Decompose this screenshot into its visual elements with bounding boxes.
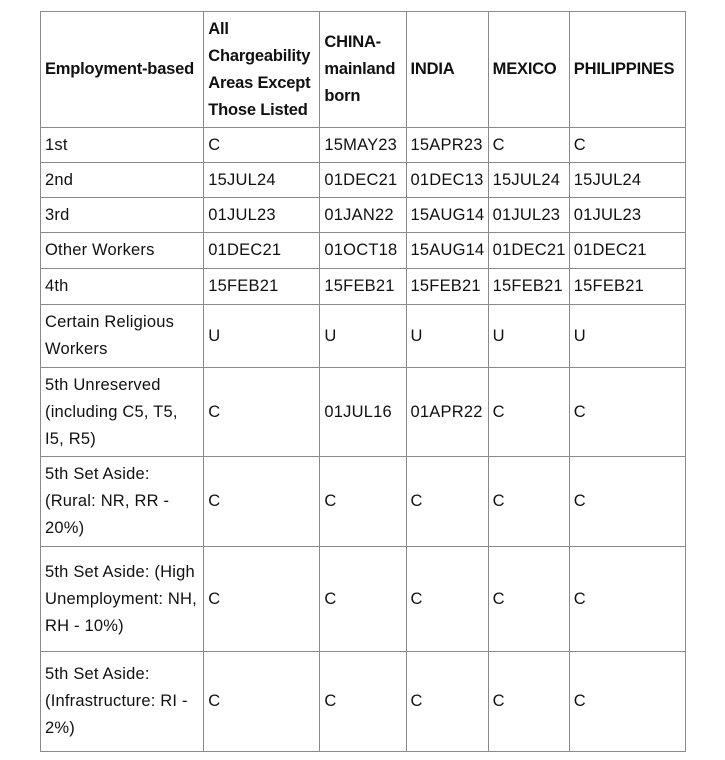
- cell-philippines: C: [569, 652, 685, 752]
- table-row: [41, 368, 686, 457]
- cell-mexico: C: [488, 652, 569, 752]
- table-row: [41, 198, 686, 233]
- cell-philippines: C: [569, 368, 685, 457]
- cell-category: 5th Set Aside: (High Unemployment: NH, RH - 10%): [41, 547, 204, 652]
- cell-mexico: 01DEC21: [488, 233, 569, 269]
- cell-mexico: 15FEB21: [488, 269, 569, 305]
- cell-all-chargeability: U: [204, 305, 320, 368]
- cell-india: C: [406, 547, 488, 652]
- table-row: [41, 652, 686, 752]
- cell-china: 15MAY23: [320, 128, 406, 163]
- cell-china: 15FEB21: [320, 269, 406, 305]
- cell-all-chargeability: 01DEC21: [204, 233, 320, 269]
- header-india: INDIA: [406, 12, 488, 128]
- table-row: [41, 269, 686, 305]
- cell-category: 5th Set Aside: (Rural: NR, RR - 20%): [41, 457, 204, 547]
- cell-mexico: 15JUL24: [488, 163, 569, 198]
- cell-all-chargeability: C: [204, 652, 320, 752]
- cell-category: 5th Set Aside: (Infrastructure: RI - 2%): [41, 652, 204, 752]
- cell-india: 15AUG14: [406, 198, 488, 233]
- table-row: [41, 305, 686, 368]
- cell-category: 3rd: [41, 198, 204, 233]
- cell-india: 15FEB21: [406, 269, 488, 305]
- cell-all-chargeability: C: [204, 457, 320, 547]
- header-all-chargeability: All Chargeability Areas Except Those Listed: [204, 12, 320, 128]
- table-row: [41, 163, 686, 198]
- cell-india: C: [406, 457, 488, 547]
- cell-category: 5th Unreserved (including C5, T5, I5, R5): [41, 368, 204, 457]
- cell-china: U: [320, 305, 406, 368]
- cell-all-chargeability: 15FEB21: [204, 269, 320, 305]
- cell-category: 1st: [41, 128, 204, 163]
- cell-india: 01DEC13: [406, 163, 488, 198]
- cell-philippines: U: [569, 305, 685, 368]
- visa-bulletin-table: [40, 11, 686, 752]
- cell-philippines: 15FEB21: [569, 269, 685, 305]
- header-category: Employment-based: [41, 12, 204, 128]
- cell-mexico: C: [488, 368, 569, 457]
- cell-philippines: C: [569, 128, 685, 163]
- header-row: [41, 12, 686, 128]
- cell-china: 01DEC21: [320, 163, 406, 198]
- cell-china: C: [320, 457, 406, 547]
- table-row: [41, 547, 686, 652]
- cell-all-chargeability: 15JUL24: [204, 163, 320, 198]
- cell-all-chargeability: C: [204, 368, 320, 457]
- header-mexico: MEXICO: [488, 12, 569, 128]
- header-philippines: PHILIPPINES: [569, 12, 685, 128]
- cell-philippines: 01DEC21: [569, 233, 685, 269]
- cell-india: 01APR22: [406, 368, 488, 457]
- cell-mexico: 01JUL23: [488, 198, 569, 233]
- cell-mexico: C: [488, 128, 569, 163]
- cell-china: 01OCT18: [320, 233, 406, 269]
- cell-mexico: C: [488, 547, 569, 652]
- cell-philippines: 15JUL24: [569, 163, 685, 198]
- table-row: [41, 233, 686, 269]
- cell-philippines: C: [569, 457, 685, 547]
- cell-philippines: 01JUL23: [569, 198, 685, 233]
- cell-category: 4th: [41, 269, 204, 305]
- cell-india: 15AUG14: [406, 233, 488, 269]
- cell-all-chargeability: C: [204, 128, 320, 163]
- cell-india: 15APR23: [406, 128, 488, 163]
- header-china: CHINA-mainland born: [320, 12, 406, 128]
- cell-all-chargeability: 01JUL23: [204, 198, 320, 233]
- cell-mexico: C: [488, 457, 569, 547]
- cell-category: Other Workers: [41, 233, 204, 269]
- cell-india: C: [406, 652, 488, 752]
- cell-china: C: [320, 652, 406, 752]
- table-row: [41, 128, 686, 163]
- table-row: [41, 457, 686, 547]
- cell-india: U: [406, 305, 488, 368]
- cell-all-chargeability: C: [204, 547, 320, 652]
- cell-category: 2nd: [41, 163, 204, 198]
- cell-philippines: C: [569, 547, 685, 652]
- cell-china: 01JAN22: [320, 198, 406, 233]
- cell-china: C: [320, 547, 406, 652]
- cell-category: Certain Religious Workers: [41, 305, 204, 368]
- cell-china: 01JUL16: [320, 368, 406, 457]
- cell-mexico: U: [488, 305, 569, 368]
